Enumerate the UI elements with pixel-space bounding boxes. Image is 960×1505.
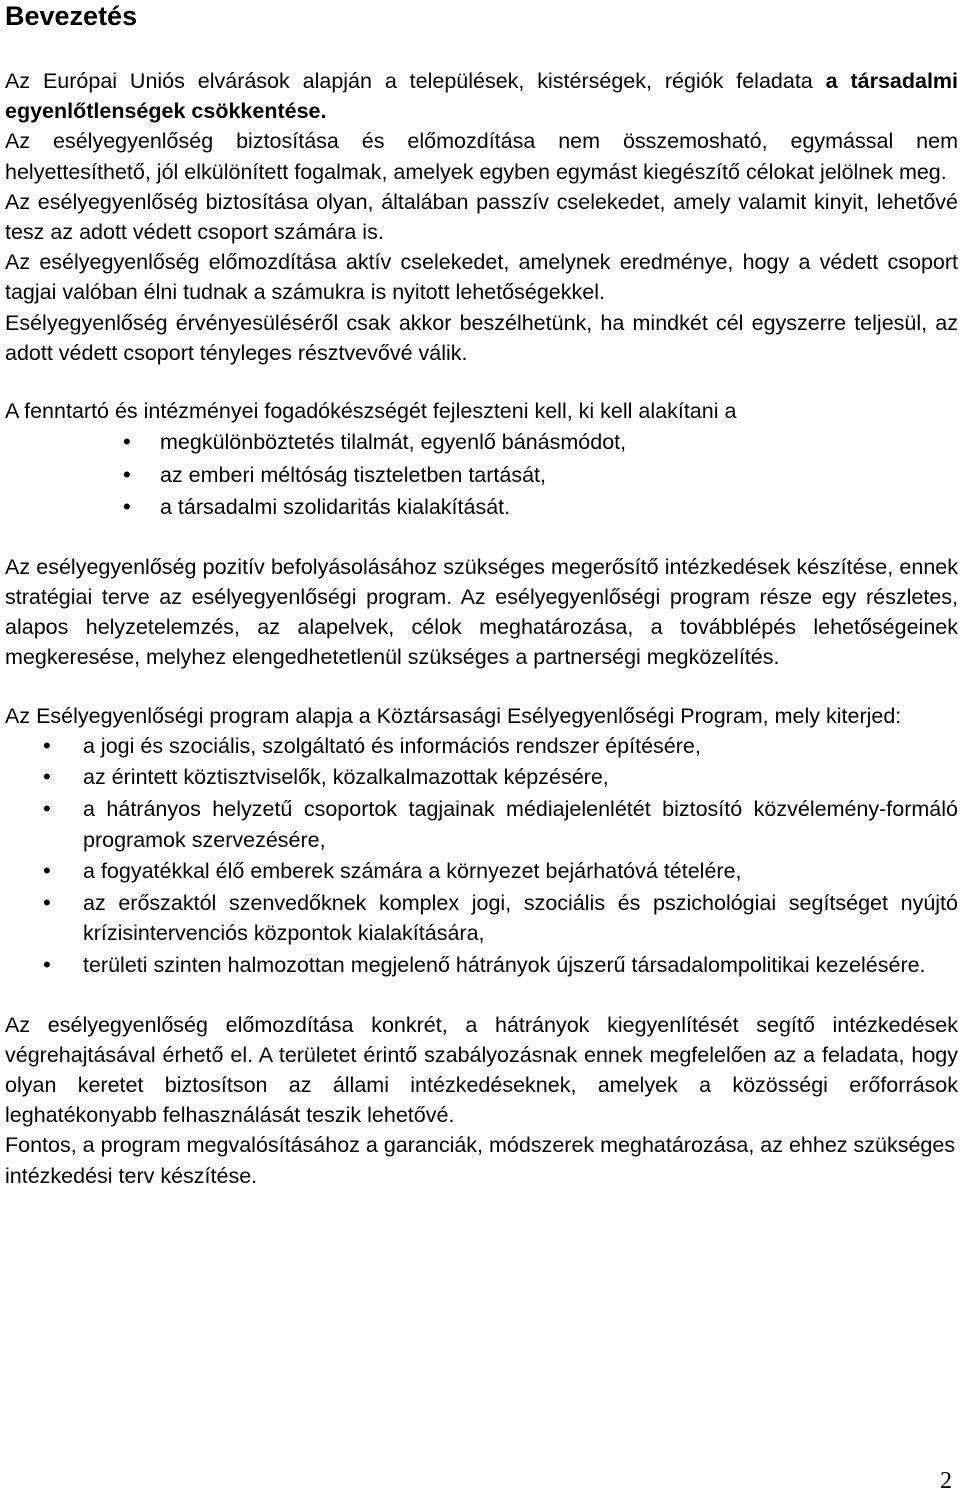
spacer	[5, 368, 958, 396]
list-item-text: a jogi és szociális, szolgáltató és információs rendszer építésére,	[83, 733, 701, 758]
document-page	[5, 0, 958, 1191]
list-item-text: az emberi méltóság tiszteletben tartását,	[160, 462, 546, 487]
list-item	[5, 794, 958, 855]
bullet-icon: •	[43, 732, 51, 758]
page-title: Bevezetés	[5, 1, 138, 31]
intro-text: Az Európai Uniós elvárások alapján a települések, kistérségek, régiók feladata	[5, 69, 826, 93]
list-item-text: a fogyatékkal élő emberek számára a környezet bejárhatóvá tételére,	[83, 859, 742, 884]
spacer	[5, 38, 958, 66]
section4-bullet-list	[5, 731, 958, 981]
list-item	[5, 491, 958, 524]
list-item	[5, 731, 958, 762]
section2-lead: A fenntartó és intézményei fogadókészségét fejleszteni kell, ki kell alakítani a	[5, 399, 737, 424]
list-item	[5, 950, 958, 981]
list-item-text: az erőszaktól szenvedőknek komplex jogi, szociális és pszichológiai segítséget nyújtó krízisintervenciós központok kialakítására,	[83, 890, 958, 946]
program-section	[5, 552, 958, 673]
intro-paragraph-5: Esélyegyenlőség érvényesüléséről csak akkor beszélhetünk, ha mindkét cél egyszerre teljesül, az adott védett csoport tényleges résztvevővé válik.	[5, 310, 958, 365]
spacer	[5, 982, 958, 1010]
intro-paragraph-3: Az esélyegyenlőség biztosítása olyan, általában passzív cselekedet, amely valamit kinyit, lehetővé tesz az adott védett csoport számára is.	[5, 189, 958, 245]
bullet-icon: •	[123, 461, 131, 487]
list-item	[5, 888, 958, 949]
bullet-icon: •	[123, 429, 131, 455]
list-item-text: megkülönböztetés tilalmát, egyenlő bánásmódot,	[160, 430, 627, 455]
intro-paragraph-4: Az esélyegyenlőség előmozdítása aktív cselekedet, amelynek eredménye, hogy a védett csoport tagjai valóban élni tudnak a számukra is nyitott lehetőségekkel.	[5, 250, 958, 305]
section5-paragraph-1: Az esélyegyenlőség előmozdítása konkrét, a hátrányok kiegyenlítését segítő intézkedések végrehajtásával érhető el. A területet érintő szabályozásnak ennek megfelelően az a feladata, hogy olyan keretet biztosítson az állami intézkedéseknek, amelyek a közösségi erőforrások leghatékonyabb felhasználását teszik lehetővé.	[5, 1012, 958, 1128]
bullet-icon: •	[43, 889, 51, 915]
kozteraszagi-program-section	[5, 701, 958, 981]
fogadokeszseg-section	[5, 396, 958, 524]
list-item-text: területi szinten halmozottan megjelenő hátrányok újszerű társadalompolitikai kezelésére.	[83, 952, 926, 977]
list-item	[5, 762, 958, 793]
page-number: 2	[940, 1468, 952, 1494]
intro-section	[5, 66, 958, 368]
bullet-icon: •	[43, 858, 51, 884]
intro-bold-text: a társadalmi egyenlőtlenségek csökkentése.	[5, 69, 959, 124]
section4-lead: Az Esélyegyenlőségi program alapja a Köztársasági Esélyegyenlőségi Program, mely kiterjed:	[5, 703, 902, 728]
list-item-text: a társadalmi szolidaritás kialakítását.	[160, 495, 511, 520]
section2-bullet-list	[5, 426, 958, 524]
spacer	[5, 673, 958, 701]
bullet-icon: •	[43, 951, 51, 977]
intro-paragraph-2: Az esélyegyenlőség biztosítása és előmozdítása nem összemosható, egymással nem helyettesíthető, jól elkülönített fogalmak, amelyek egyben egymást kiegészítő célokat jelölnek meg.	[5, 129, 958, 184]
list-item-text: az érintett köztisztviselők, közalkalmazottak képzésére,	[83, 765, 609, 790]
section3-paragraph: Az esélyegyenlőség pozitív befolyásolásához szükséges megerősítő intézkedések készítése, ennek stratégiai terve az esélyegyenlőségi program. Az esélyegyenlőségi program része egy részletes, alapos helyzetelemzés, az alapelvek, célok meghatározása, a továbblépés lehetőségeinek megkeresése, melyhez elengedhetetlenül szükséges a partnerségi megközelítés.	[5, 554, 958, 670]
list-item	[5, 856, 958, 887]
list-item	[5, 426, 958, 459]
section5-paragraph-2: Fontos, a program megvalósításához a garanciák, módszerek meghatározása, az ehhez szükséges intézkedési terv készítése.	[5, 1133, 956, 1188]
spacer	[5, 524, 958, 552]
elomozditas-section	[5, 1010, 958, 1191]
bullet-icon: •	[43, 795, 51, 821]
intro-paragraph-1	[5, 66, 958, 126]
list-item-text: a hátrányos helyzetű csoportok tagjainak médiajelenlétét biztosító közvélemény-formáló programok szervezésére,	[83, 796, 958, 852]
bullet-icon: •	[123, 494, 131, 520]
bullet-icon: •	[43, 764, 51, 790]
list-item	[5, 459, 958, 492]
